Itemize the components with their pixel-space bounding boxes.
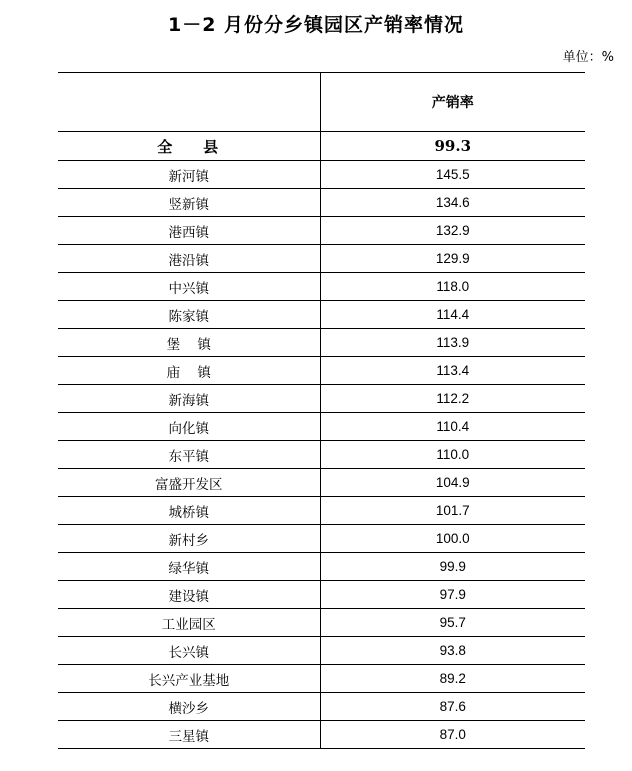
sales-rate-cell	[320, 525, 585, 553]
sales-rate-value: 110.0	[436, 447, 470, 462]
sales-rate-value: 112.2	[436, 391, 470, 406]
region-name: 城桥镇	[168, 504, 209, 521]
total-name-cell	[58, 132, 320, 161]
region-cell	[58, 497, 320, 525]
region-cell	[58, 693, 320, 721]
sales-rate-cell	[320, 469, 585, 497]
region-name: 长兴产业基地	[148, 672, 230, 689]
header-sales-rate: 产销率	[320, 73, 585, 132]
region-cell	[58, 245, 320, 273]
sales-rate-cell	[320, 553, 585, 581]
region-cell	[58, 581, 320, 609]
region-name: 横沙乡	[168, 700, 209, 717]
sales-rate-value: 104.9	[435, 475, 470, 490]
header-region	[58, 73, 320, 132]
region-cell	[58, 189, 320, 217]
sales-rate-value: 100.0	[435, 531, 470, 546]
region-cell	[58, 357, 320, 385]
table-row	[58, 413, 585, 441]
sales-rate-value: 110.4	[436, 419, 470, 434]
table-row	[58, 581, 585, 609]
total-value: 99.3	[434, 137, 472, 155]
sales-rate-cell	[320, 245, 585, 273]
region-cell	[58, 273, 320, 301]
data-table	[58, 72, 585, 749]
sales-rate-cell	[320, 637, 585, 665]
region-name: 新海镇	[168, 392, 209, 409]
region-cell	[58, 609, 320, 637]
sales-rate-cell	[320, 161, 585, 189]
sales-rate-cell	[320, 693, 585, 721]
table-row	[58, 385, 585, 413]
sales-rate-cell	[320, 665, 585, 693]
sales-rate-value: 129.9	[435, 251, 470, 266]
table-row	[58, 357, 585, 385]
table-row	[58, 301, 585, 329]
sales-rate-value: 101.7	[435, 503, 470, 518]
region-name: 新河镇	[168, 168, 209, 185]
sales-rate-cell	[320, 189, 585, 217]
table-row	[58, 469, 585, 497]
sales-rate-cell	[320, 217, 585, 245]
region-name: 陈家镇	[168, 308, 209, 325]
region-name: 中兴镇	[168, 280, 209, 297]
region-cell	[58, 385, 320, 413]
region-cell	[58, 525, 320, 553]
total-value-cell	[320, 132, 585, 161]
table-row	[58, 721, 585, 749]
table-row	[58, 161, 585, 189]
region-name: 东平镇	[168, 448, 209, 465]
region-name: 绿华镇	[168, 560, 209, 577]
table-row	[58, 665, 585, 693]
sales-rate-value: 87.0	[439, 727, 466, 742]
region-name: 向化镇	[168, 420, 209, 437]
sales-rate-value: 113.9	[436, 335, 470, 350]
sales-rate-cell	[320, 581, 585, 609]
sales-rate-value: 113.4	[436, 363, 470, 378]
region-cell	[58, 665, 320, 693]
region-cell	[58, 637, 320, 665]
sales-rate-value: 93.8	[439, 643, 466, 658]
sales-rate-value: 118.0	[436, 279, 470, 294]
region-name: 建设镇	[168, 588, 209, 605]
region-name: 长兴镇	[168, 644, 209, 661]
region-cell	[58, 553, 320, 581]
table-row	[58, 553, 585, 581]
region-cell	[58, 301, 320, 329]
sales-rate-cell	[320, 385, 585, 413]
total-row	[58, 132, 585, 161]
table-row	[58, 637, 585, 665]
table-row	[58, 273, 585, 301]
sales-rate-cell	[320, 441, 585, 469]
sales-rate-value: 97.9	[439, 587, 466, 602]
sales-rate-cell	[320, 301, 585, 329]
region-name: 港沿镇	[168, 252, 209, 269]
region-name: 工业园区	[161, 616, 216, 633]
region-name: 堡 镇	[166, 336, 211, 353]
sales-rate-value: 95.7	[439, 615, 466, 630]
sales-rate-cell	[320, 721, 585, 749]
total-name: 全 县	[157, 137, 221, 156]
sales-rate-value: 89.2	[439, 671, 466, 686]
region-cell	[58, 413, 320, 441]
region-name: 新村乡	[168, 532, 209, 549]
sales-rate-cell	[320, 329, 585, 357]
sales-rate-cell	[320, 273, 585, 301]
table-row	[58, 245, 585, 273]
region-cell	[58, 329, 320, 357]
sales-rate-cell	[320, 413, 585, 441]
table-row	[58, 525, 585, 553]
table-header-row	[58, 73, 585, 132]
table-row	[58, 693, 585, 721]
region-name: 竖新镇	[168, 196, 209, 213]
region-name: 港西镇	[168, 224, 209, 241]
sales-rate-value: 134.6	[435, 195, 470, 210]
sales-rate-value: 99.9	[439, 559, 466, 574]
sales-rate-value: 132.9	[435, 223, 470, 238]
region-cell	[58, 217, 320, 245]
table-row	[58, 609, 585, 637]
table-row	[58, 329, 585, 357]
unit-label: 单位：%	[562, 50, 614, 65]
region-cell	[58, 161, 320, 189]
sales-rate-cell	[320, 357, 585, 385]
page-title: 1－2 月份分乡镇园区产销率情况	[167, 14, 465, 36]
sales-rate-value: 114.4	[436, 307, 470, 322]
region-name: 富盛开发区	[155, 476, 223, 493]
sales-rate-value: 145.5	[435, 167, 470, 182]
region-cell	[58, 469, 320, 497]
table-row	[58, 441, 585, 469]
region-name: 三星镇	[168, 728, 209, 745]
sales-rate-cell	[320, 609, 585, 637]
region-cell	[58, 721, 320, 749]
region-name: 庙 镇	[166, 364, 211, 381]
sales-rate-value: 87.6	[439, 699, 466, 714]
sales-rate-cell	[320, 497, 585, 525]
table-row	[58, 217, 585, 245]
table-row	[58, 497, 585, 525]
table-row	[58, 189, 585, 217]
region-cell	[58, 441, 320, 469]
